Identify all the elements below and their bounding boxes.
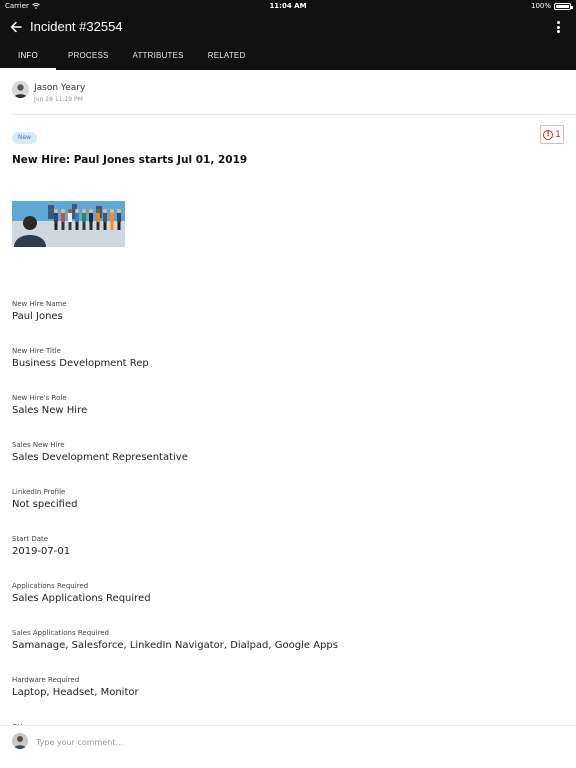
field-label: LinkedIn Profile (12, 488, 66, 496)
field-value: Business Development Rep (12, 358, 149, 369)
field-value: Sales Applications Required (12, 593, 151, 604)
field-value: Sales Development Representative (12, 452, 188, 463)
field-label: Sales New Hire (12, 441, 65, 449)
new-hire-illustration (12, 201, 125, 247)
alert-count: 1 (555, 129, 561, 140)
attribute-list (12, 298, 564, 768)
tab-bar (0, 44, 257, 70)
person-icon (12, 733, 28, 749)
incident-title: New Hire: Paul Jones starts Jul 01, 2019 (12, 154, 248, 166)
back-button[interactable] (8, 19, 24, 35)
field-value: Paul Jones (12, 311, 63, 322)
battery-indicator (531, 2, 571, 10)
divider (12, 114, 576, 115)
carrier-label: Carrier (5, 2, 29, 10)
comment-composer (0, 725, 576, 768)
state-badge: New (12, 132, 37, 144)
arrow-left-icon (10, 21, 22, 33)
tab-related[interactable]: RELATED (207, 51, 246, 60)
field-label: New Hire Name (12, 300, 67, 308)
battery-icon (554, 3, 571, 10)
field-linkedin-profile (12, 488, 564, 533)
app-bar (0, 13, 576, 70)
field-new-hire-title (12, 347, 564, 392)
tab-process[interactable]: PROCESS (68, 51, 109, 60)
avatar[interactable] (12, 81, 29, 98)
tab-info[interactable]: INFO (0, 44, 56, 70)
field-value: Laptop, Headset, Monitor (12, 687, 139, 698)
field-value: Not specified (12, 499, 78, 510)
field-value: 2019-07-01 (12, 546, 71, 557)
field-new-hire-name (12, 300, 564, 345)
author-timestamp: Jun 28 11:19 PM (34, 96, 83, 103)
alert-button[interactable] (540, 125, 564, 144)
status-bar (0, 0, 576, 13)
person-icon (12, 81, 29, 98)
field-label: Start Date (12, 535, 49, 543)
field-value: Sales New Hire (12, 405, 88, 416)
author-header (0, 70, 576, 114)
field-new-hire-role (12, 394, 564, 439)
status-time: 11:04 AM (269, 2, 307, 10)
field-value: Samanage, Salesforce, LinkedIn Navigator, Dialpad, Google Apps (12, 640, 338, 651)
comment-input[interactable] (36, 733, 556, 751)
battery-label: 100% (530, 2, 551, 10)
field-label: Hardware Required (12, 676, 80, 684)
author-name[interactable]: Jason Yeary (34, 83, 86, 93)
field-applications-required (12, 582, 564, 627)
field-label: Applications Required (12, 582, 89, 590)
page-title: Incident #32554 (30, 19, 123, 34)
field-label: Sales Applications Required (12, 629, 109, 637)
tab-attributes[interactable]: ATTRIBUTES (132, 51, 184, 60)
field-sales-applications-required (12, 629, 564, 674)
field-label: New Hire Title (12, 347, 61, 355)
exclamation-circle-icon: ! (543, 130, 553, 140)
field-label: New Hire's Role (12, 394, 67, 402)
field-sales-new-hire (12, 441, 564, 486)
field-start-date (12, 535, 564, 580)
more-options-icon[interactable] (554, 19, 562, 35)
avatar (12, 733, 28, 749)
field-hardware-required (12, 676, 564, 721)
